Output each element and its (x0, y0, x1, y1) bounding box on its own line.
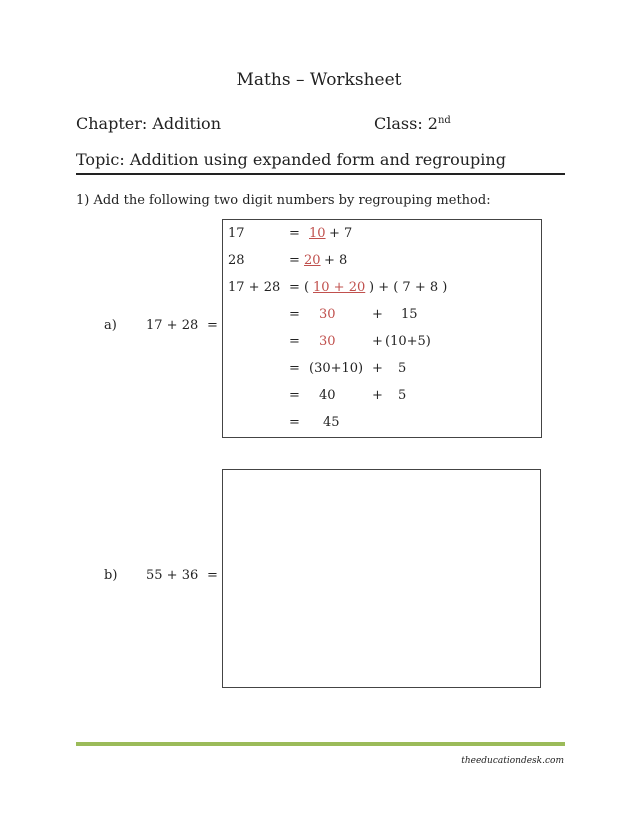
working-r7-ones: 5 (398, 388, 407, 403)
working-r6-equals: = (289, 361, 300, 376)
worksheet-title: Maths – Worksheet (236, 70, 402, 90)
part-a-letter: a) (104, 318, 117, 333)
working-r3-open: = ( (289, 280, 310, 295)
footer-divider (76, 742, 565, 746)
chapter-label: Chapter: Addition (76, 114, 221, 133)
part-b-answer-box[interactable] (222, 469, 541, 688)
working-r4-tens: 30 (319, 307, 336, 322)
topic-divider (76, 173, 565, 175)
class-suffix: nd (437, 115, 451, 126)
working-r2-number: 28 (228, 253, 245, 268)
working-r1-tens: 10 (309, 226, 326, 241)
working-r5-tens: 30 (319, 334, 336, 349)
class-text: Class: 2 (374, 114, 438, 133)
working-r8-equals: = (289, 415, 300, 430)
part-b-expression: 55 + 36 (146, 568, 199, 583)
working-r5-ones: (10+5) (385, 334, 431, 349)
part-a-equals: = (207, 318, 218, 333)
working-r6-tens: (30+10) (309, 361, 364, 376)
working-r1-equals: = (289, 226, 300, 241)
footer-site: theeducationdesk.com (461, 756, 564, 766)
working-r1-number: 17 (228, 226, 245, 241)
topic-label: Topic: Addition using expanded form and regrouping (76, 150, 506, 169)
working-r1-rest: + 7 (329, 226, 353, 241)
part-a-expression: 17 + 28 (146, 318, 199, 333)
part-a-working-box (222, 219, 542, 438)
working-r4-plus: + (372, 307, 383, 322)
question-text: 1) Add the following two digit numbers by regrouping method: (76, 193, 491, 208)
class-label (374, 114, 451, 133)
working-r6-ones: 5 (398, 361, 407, 376)
working-r5-plus: + (372, 334, 383, 349)
working-r3-number: 17 + 28 (228, 280, 281, 295)
working-r3-rest: ) + ( 7 + 8 ) (369, 280, 448, 295)
working-r4-equals: = (289, 307, 300, 322)
working-r6-plus: + (372, 361, 383, 376)
working-r2-equals: = (289, 253, 300, 268)
working-r7-tens: 40 (319, 388, 336, 403)
working-r7-equals: = (289, 388, 300, 403)
part-b-equals: = (207, 568, 218, 583)
working-r2-rest: + 8 (324, 253, 348, 268)
working-r4-ones: 15 (401, 307, 418, 322)
part-b-letter: b) (104, 568, 118, 583)
working-r5-equals: = (289, 334, 300, 349)
working-r7-plus: + (372, 388, 383, 403)
working-r8-total: 45 (323, 415, 340, 430)
working-r3-tens: 10 + 20 (313, 280, 366, 295)
working-r2-tens: 20 (304, 253, 321, 268)
